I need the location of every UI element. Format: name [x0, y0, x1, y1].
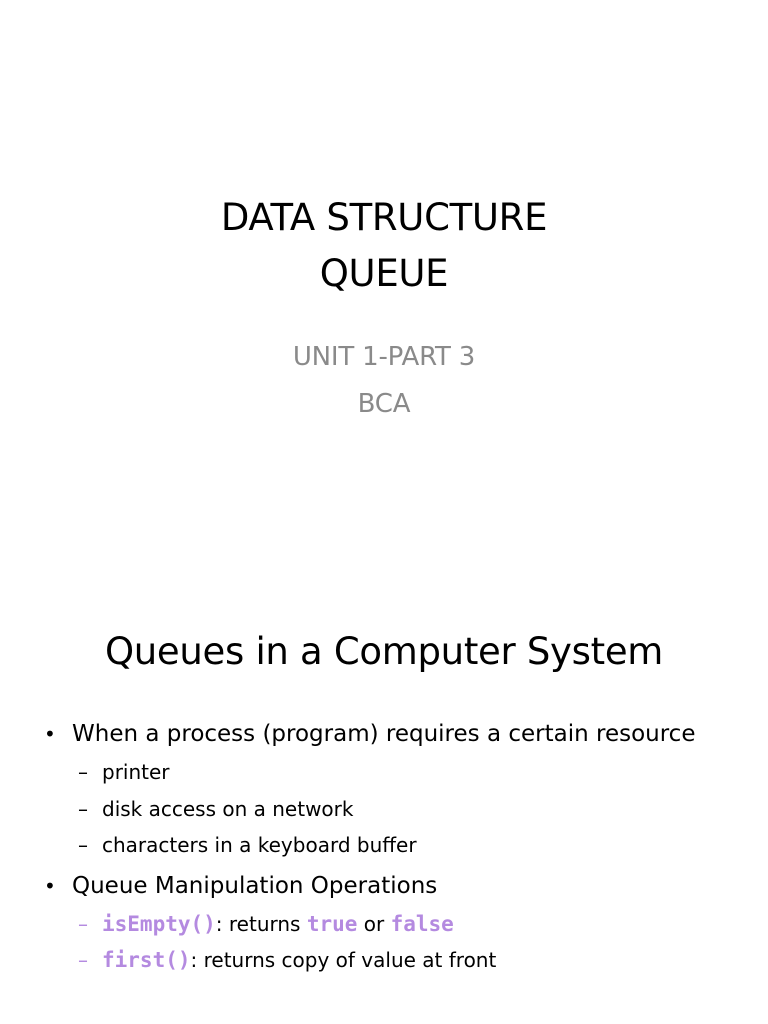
sub-item-text: printer: [102, 760, 170, 784]
operations-list: [72, 906, 740, 979]
sub-item: [72, 754, 740, 791]
title-line-1: DATA STRUCTURE: [220, 196, 548, 239]
bullet-dot-icon: •: [44, 873, 56, 898]
operation-text: : returns copy of value at front: [190, 948, 497, 972]
bullet-item: [40, 868, 740, 979]
operation-item: [72, 942, 740, 979]
dash-icon: –: [78, 833, 88, 857]
operation-code-false: false: [390, 911, 454, 936]
sub-item-text: characters in a keyboard buffer: [102, 833, 417, 857]
sub-list: [72, 754, 740, 864]
dash-icon: –: [78, 911, 88, 936]
operation-code-true: true: [306, 911, 358, 936]
subtitle-line-2: BCA: [357, 389, 411, 419]
bullet-item: [40, 716, 740, 864]
slide-title: Queues in a Computer System: [104, 630, 664, 673]
operation-text: : returns: [215, 911, 307, 936]
subtitle-line-1: UNIT 1-PART 3: [292, 342, 476, 372]
operation-code: first(): [102, 948, 191, 972]
content-slide: [0, 576, 768, 1024]
operation-item: [72, 906, 740, 943]
slide-title: [0, 190, 768, 302]
sub-item: [72, 791, 740, 828]
bullet-dot-icon: •: [44, 722, 56, 746]
dash-icon: –: [78, 948, 88, 972]
operation-text: or: [357, 911, 391, 936]
operation-code: isEmpty(): [102, 911, 216, 936]
dash-icon: –: [78, 760, 88, 784]
dash-icon: –: [78, 796, 88, 821]
bullet-text: When a process (program) requires a certain resource: [72, 721, 696, 747]
sub-item: [72, 827, 740, 864]
slide-subtitle: [0, 334, 768, 428]
title-line-2: QUEUE: [319, 252, 449, 295]
sub-item-text: disk access on a network: [102, 796, 354, 821]
bullet-text: Queue Manipulation Operations: [72, 872, 438, 899]
bullet-list: [40, 716, 740, 983]
